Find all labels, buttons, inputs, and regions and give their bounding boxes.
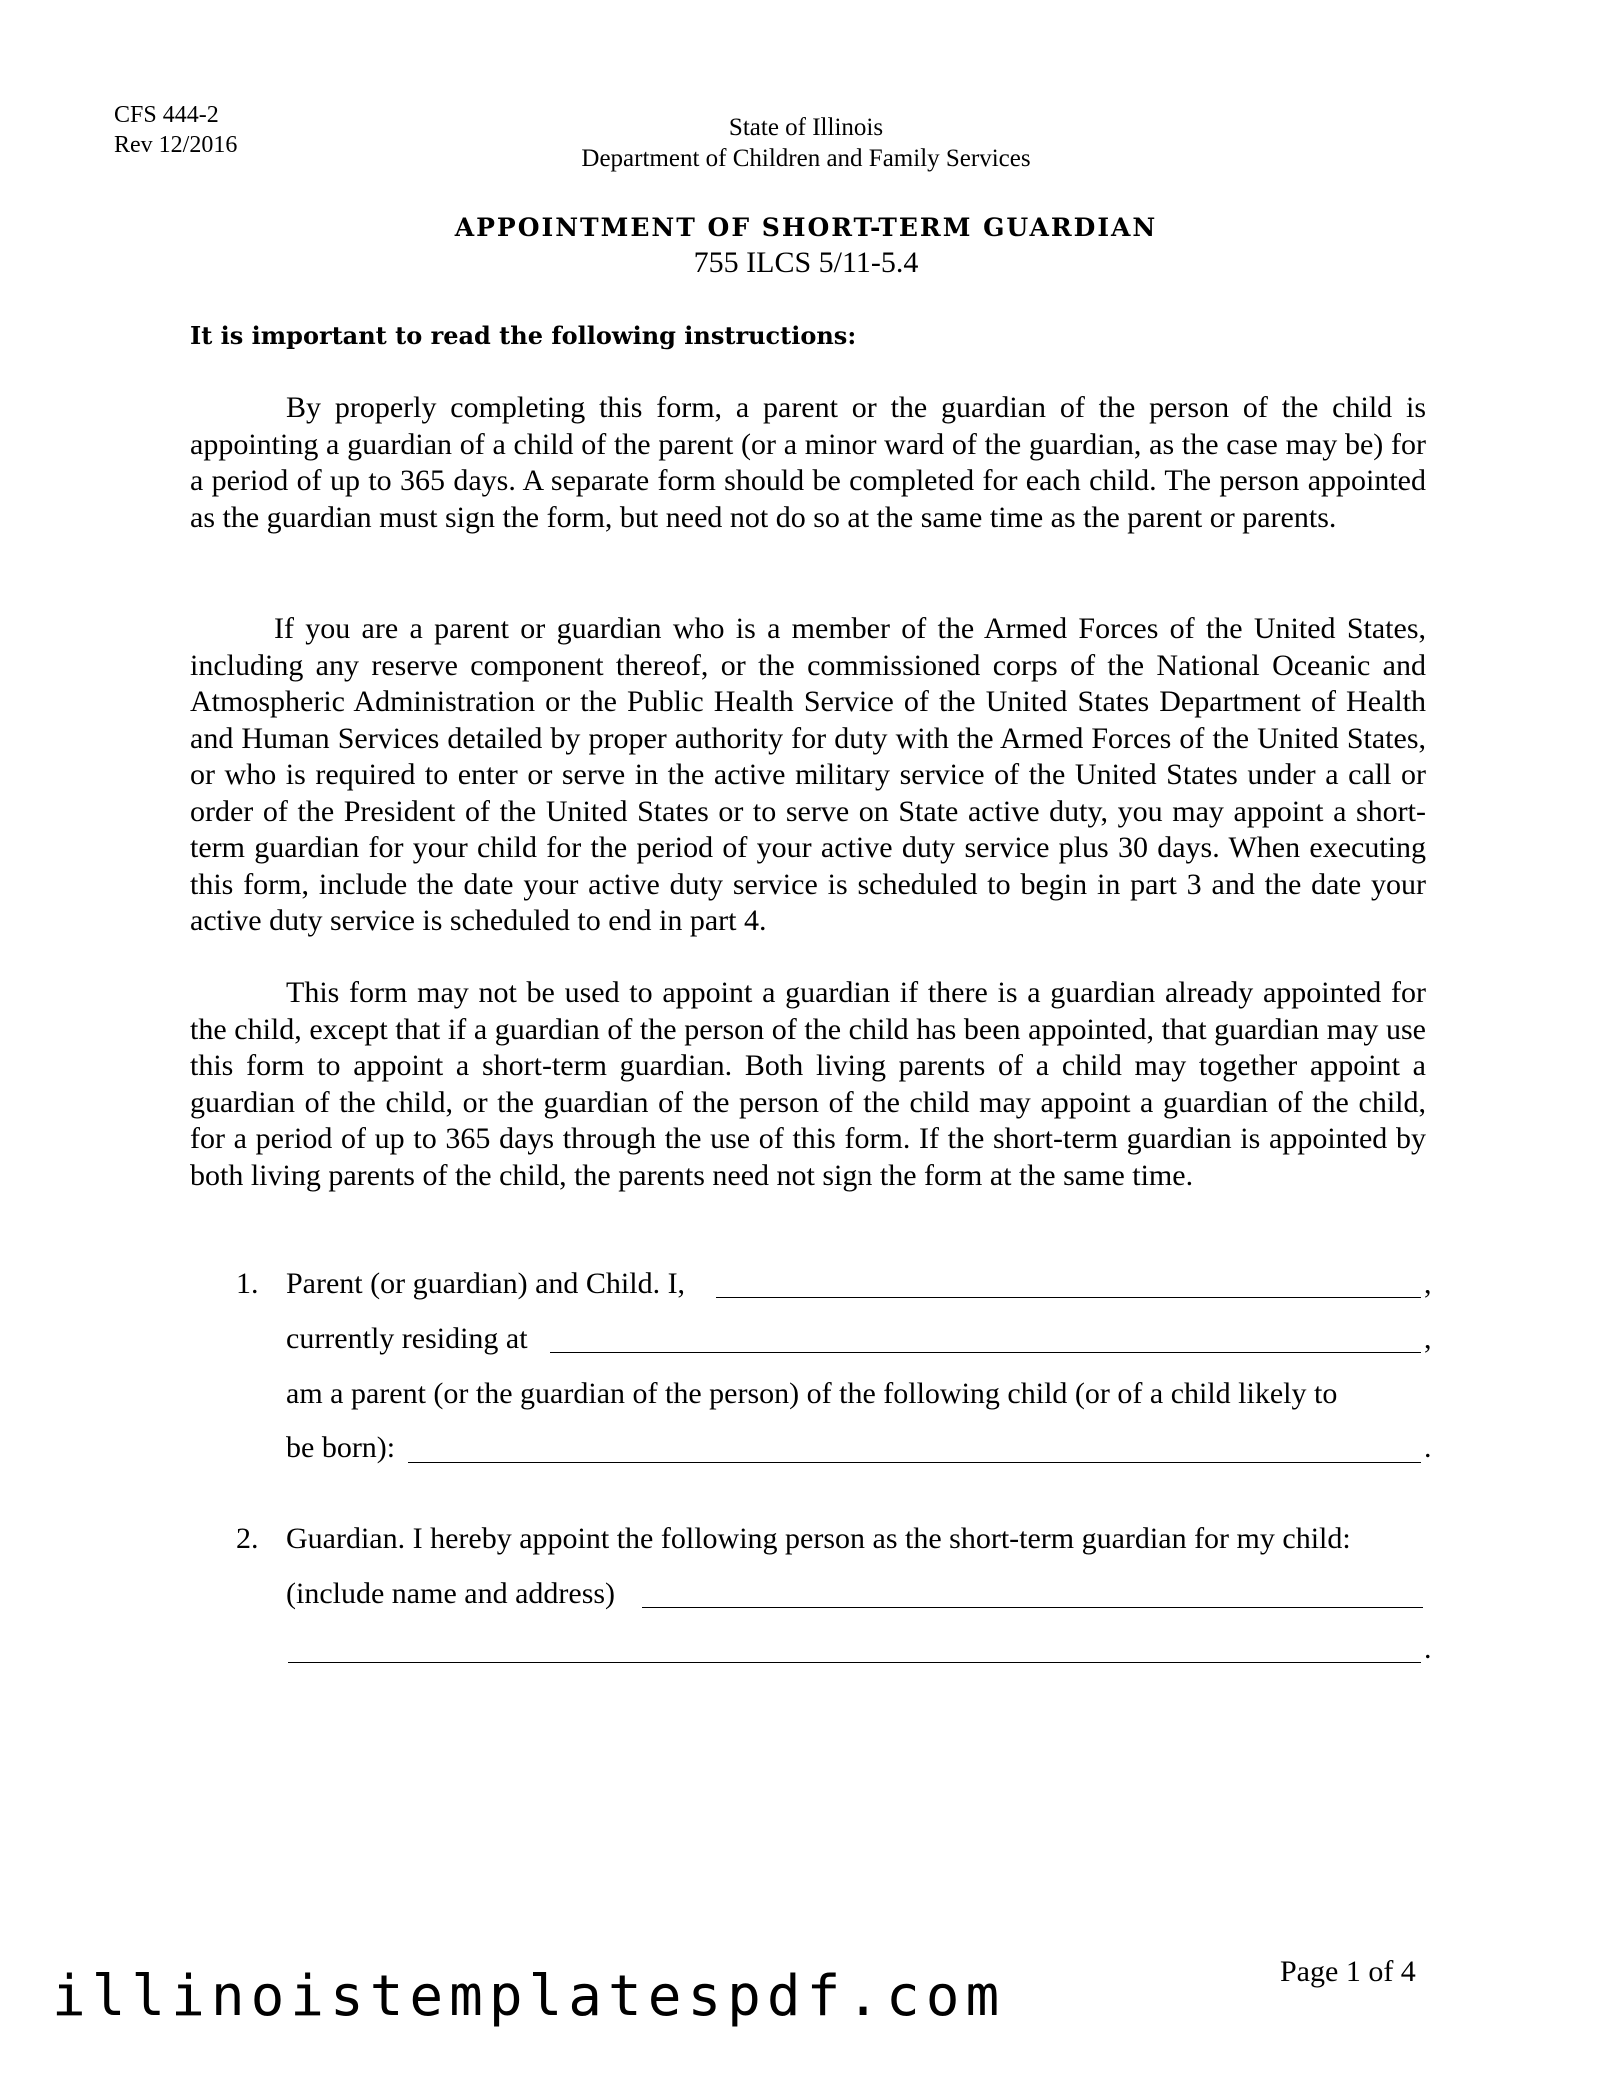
agency-header bbox=[0, 112, 1612, 174]
guardian-name-address-field-line-2[interactable] bbox=[288, 1662, 1421, 1663]
comma: , bbox=[1424, 1322, 1432, 1355]
section-2-label: Guardian. I hereby appoint the following person as the short-term guardian for my child: bbox=[286, 1522, 1351, 1555]
instruction-paragraph: If you are a parent or guardian who is a member of the Armed Forces of the United States, including any reserve component thereof, or the commissioned corps of the National Oceanic and Atmospheric Administration or the Public Health Service of the United States Department of Health and Human Services detailed by proper authority for duty with the Armed Forces of the United States, or who is required to enter or serve in the active military service of the United States under a call or order of the President of the United States or to serve on State active duty, you may appoint a short-term guardian for your child for the period of your active duty service plus 30 days. When executing this form, include the date your active duty service is scheduled to begin in part 3 and the date your active duty service is scheduled to end in part 4. bbox=[190, 612, 1426, 937]
period: . bbox=[1424, 1431, 1432, 1464]
comma: , bbox=[1424, 1267, 1432, 1300]
page-number: Page 1 of 4 bbox=[1280, 1955, 1416, 1988]
born-label: be born): bbox=[286, 1431, 396, 1464]
section-1-label: Parent (or guardian) and Child. I, bbox=[286, 1267, 686, 1300]
parent-address-field[interactable] bbox=[550, 1352, 1421, 1353]
watermark: illinoistemplatespdf.com bbox=[52, 1964, 1006, 2029]
form-revision: Rev 12/2016 bbox=[114, 132, 238, 158]
state-name: State of Illinois bbox=[728, 114, 884, 141]
form-number: CFS 444-2 bbox=[114, 102, 219, 128]
name-address-label: (include name and address) bbox=[286, 1577, 616, 1610]
residing-label: currently residing at bbox=[286, 1322, 528, 1355]
section-1-number: 1. bbox=[236, 1267, 259, 1300]
parent-statement: am a parent (or the guardian of the person) of the following child (or of a child likely to bbox=[286, 1377, 1338, 1410]
period: . bbox=[1424, 1632, 1432, 1665]
form-title: APPOINTMENT OF SHORT-TERM GUARDIAN bbox=[454, 213, 1158, 242]
instruction-paragraph: This form may not be used to appoint a guardian if there is a guardian already appointed for the child, except that if a guardian of the person of the child has been appointed, that guardian may use this form to appoint a short-term guardian. Both living parents of a child may together appoint a guardian of the child, or the guardian of the person of the child may appoint a guardian of the child, for a period of up to 365 days through the use of this form. If the short-term guardian is appointed by both living parents of the child, the parents need not sign the form at the same time. bbox=[190, 976, 1426, 1192]
guardian-name-address-field[interactable] bbox=[642, 1607, 1423, 1608]
statute-citation: 755 ILCS 5/11-5.4 bbox=[693, 246, 919, 279]
parent-name-field[interactable] bbox=[716, 1297, 1421, 1298]
instruction-paragraph: By properly completing this form, a parent or the guardian of the person of the child is appointing a guardian of a child of the parent (or a minor ward of the guardian, as the case may be) for a period of up to 365 days. A separate form should be completed for each child. The person appointed as the guardian must sign the form, but need not do so at the same time as the parent or parents. bbox=[190, 391, 1426, 534]
instructions-heading: It is important to read the following instructions: bbox=[190, 321, 857, 350]
department-name: Department of Children and Family Services bbox=[581, 145, 1031, 172]
child-name-field[interactable] bbox=[408, 1462, 1421, 1463]
section-2-number: 2. bbox=[236, 1522, 259, 1555]
